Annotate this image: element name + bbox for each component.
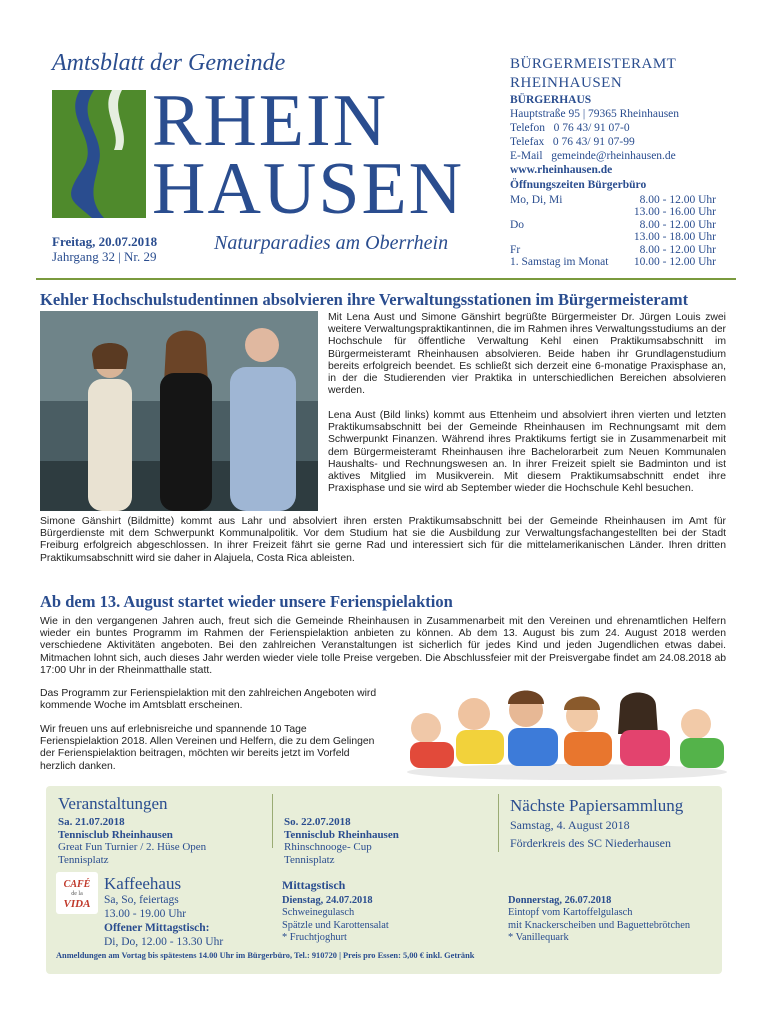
lunch-menu-item bbox=[282, 895, 492, 945]
hours-time: 8.00 - 12.00 Uhr bbox=[639, 218, 716, 231]
article1-paragraph: Simone Gänshirt (Bildmitte) kommt aus Lahr und absolviert ihren ersten Praktikumsabschnitt bei der Gemeinde Rheinhausen im Amt für Bürgerdienste mit dem Schwerpunkt Kommunalpolitik. Vor dem Studium hat sie die Ausbildung zur Verwaltungsfachangestellten bei der Stadt Freiburg erfolgreich abgeschlossen. In ihrer Freizeit fährt sie gerne Rad und interessiert sich für die mittelamerikanischen Länder. Ihren dritten Praktikumsabschnitt wird sie daher in Alajuela, Costa Rica ableisten. bbox=[40, 516, 726, 564]
paper-collection-org: Förderkreis des SC Niederhausen bbox=[510, 836, 671, 850]
lunch-date: Donnerstag, 26.07.2018 bbox=[508, 895, 612, 906]
office-title-line2: RHEINHAUSEN bbox=[510, 75, 623, 91]
hours-day: Fr bbox=[510, 243, 521, 256]
hours-time: 8.00 - 12.00 Uhr bbox=[639, 194, 716, 206]
cafe-logo-icon bbox=[56, 872, 98, 914]
hours-row bbox=[510, 244, 716, 256]
lunch-footnote: Anmeldungen am Vortag bis spätestens 14.00 Uhr im Bürgerbüro, Tel.: 910720 | Preis pro Essen: 5,00 € inkl. Getränk bbox=[56, 951, 475, 960]
event-where: Tennisplatz bbox=[284, 853, 335, 866]
office-address: Hauptstraße 95 | 79365 Rheinhausen bbox=[510, 108, 680, 120]
lunch-line: mit Knackerscheiben und Baguettebrötchen bbox=[508, 919, 691, 931]
event-what: Rhinschnooge- Cup bbox=[284, 841, 372, 854]
office-hours-table bbox=[510, 194, 716, 268]
motto: Naturparadies am Oberrhein bbox=[214, 232, 449, 254]
hours-time: 13.00 - 16.00 Uhr bbox=[633, 206, 716, 219]
lunch-line: Spätzle und Karottensalat bbox=[282, 919, 389, 931]
amtsblatt-label: Amtsblatt der Gemeinde bbox=[52, 50, 286, 76]
lunch-title: Mittagstisch bbox=[282, 878, 346, 892]
issue-volume: Jahrgang 32 | Nr. 29 bbox=[52, 249, 157, 264]
event-what: Great Fun Turnier / 2. Hüse Open bbox=[58, 841, 207, 854]
event-where: Tennisplatz bbox=[58, 853, 109, 866]
office-subtitle: BÜRGERHAUS bbox=[510, 94, 592, 106]
column-divider bbox=[272, 794, 273, 848]
event-date: So. 22.07.2018 bbox=[284, 816, 351, 828]
cafe-logo-top: CAFÉ bbox=[63, 879, 91, 890]
event-item bbox=[284, 816, 494, 866]
event-date: Sa. 21.07.2018 bbox=[58, 816, 125, 828]
article1-paragraph: Mit Lena Aust und Simone Gänshirt begrüßte Bürgermeister Dr. Jürgen Louis zwei weitere Verwaltungspraktikantinnen, die im Rahmen ihres Verwaltungsstudiums an der Hochschule für öffentliche Verwaltung Kehl einen Praktikumsabschnitt im Bürgermeisteramt Rheinhausen absolvieren. Beide haben ihr Grundlagenstudium bereits erfolgreich beendet. Es schließt sich derzeit eine 6-monatige Praxisphase an, in der die Studierenden vier Praktika in unterschiedlichen Bereichen absolvieren werden. bbox=[328, 312, 726, 397]
office-fax: Telefax 0 76 43/ 91 07-99 bbox=[510, 136, 635, 148]
header-divider bbox=[36, 278, 736, 280]
masthead-name-line1: RHEIN bbox=[152, 80, 389, 162]
office-contact bbox=[510, 55, 732, 192]
hours-row bbox=[510, 231, 716, 243]
lunch-line: Eintopf vom Kartoffelgulasch bbox=[508, 907, 633, 919]
article2-title: Ab dem 13. August startet wieder unsere Ferienspielaktion bbox=[40, 592, 453, 611]
office-title-line1: BÜRGERMEISTERAMT bbox=[510, 56, 677, 72]
paper-collection-title: Nächste Papiersammlung bbox=[510, 796, 684, 815]
event-org: Tennisclub Rheinhausen bbox=[58, 828, 173, 841]
event-org: Tennisclub Rheinhausen bbox=[284, 828, 399, 841]
children-photo bbox=[404, 680, 730, 780]
office-hours-title: Öffnungszeiten Bürgerbüro bbox=[510, 179, 647, 191]
article1-paragraph: Lena Aust (Bild links) kommt aus Ettenheim und absolviert ihren vierten und letzten Praktikumsabschnitt bei der Gemeinde Rheinhausen im Rechnungsamt mit dem Schwerpunkt Finanzen. Während ihres Praktikums fertigt sie in Zusammenarbeit mit dem Bürgermeisteramt Rheinhausen ihre Bachelorarbeit zum Neuen Kommunalen Haushalts- und Rechnungswesen an. In ihrer Freizeit spielt sie Badminton und ist aktives Mitglied im Musikverein. Mit diesem Praktikumsabschnitt endet ihre Praxisphase und sie wird ab September wieder die Hochschule Kehl besuchen. bbox=[328, 410, 726, 495]
hours-day: Do bbox=[510, 218, 525, 231]
events-title: Veranstaltungen bbox=[58, 794, 168, 813]
lunch-date: Dienstag, 24.07.2018 bbox=[282, 895, 373, 906]
hours-row bbox=[510, 194, 716, 206]
office-email[interactable]: E-Mail gemeinde@rheinhausen.de bbox=[510, 150, 676, 162]
office-web-link[interactable]: www.rheinhausen.de bbox=[510, 164, 613, 176]
lunch-menu-item bbox=[508, 895, 718, 945]
article2-paragraph: Das Programm zur Ferienspielaktion mit den zahlreichen Angeboten wird kommende Woche im Amtsblatt erscheinen. bbox=[40, 688, 377, 712]
event-item bbox=[58, 816, 268, 866]
lunch-line: Schweinegulasch bbox=[282, 907, 355, 919]
hours-row bbox=[510, 219, 716, 231]
cafe-time: 13.00 - 19.00 Uhr bbox=[104, 908, 187, 920]
issue-date: Freitag, 20.07.2018 bbox=[52, 234, 158, 249]
cafe-lunch-label: Offener Mittagstisch: bbox=[104, 922, 210, 934]
article2-paragraph: Wie in den vergangenen Jahren auch, freut sich die Gemeinde Rheinhausen in Zusammenarbeit mit den Vereinen und ehrenamtlichen Helfern wieder ein buntes Programm im Rahmen der Ferienspielaktion anbieten zu können. Ab dem 13. August bis zum 24. August 2018 werden verschiedene Aktivitäten angeboten. Bei den zahlreichen Veranstaltungen ist sicherlich für jedes Kind und jeden Jugendlichen etwas dabei. Mitmachen lohnt sich, auch dieses Jahr werden wieder viele tolle Preise vergeben. Die Abschlussfeier mit der Preisvergabe findet am 24.08.2018 ab 17:00 Uhr in der Rheinmatthalle statt. bbox=[40, 616, 726, 676]
hours-time: 10.00 - 12.00 Uhr bbox=[633, 256, 716, 269]
article1-title: Kehler Hochschulstudentinnen absolvieren ihre Verwaltungsstationen im Bürgermeisteramt bbox=[40, 290, 689, 309]
cafe-logo-bottom: VIDA bbox=[63, 898, 91, 910]
hours-time: 13.00 - 18.00 Uhr bbox=[633, 231, 716, 244]
masthead-name-line2: HAUSEN bbox=[152, 148, 465, 230]
column-divider bbox=[498, 794, 499, 852]
cafe-days: Sa, So, feiertags bbox=[104, 894, 179, 906]
article2-paragraph: Wir freuen uns auf erlebnisreiche und spannende 10 Tage Ferienspielaktion 2018. Allen Vereinen und Helfern, die zu dem Gelingen der Ferienspielaktion beitragen, möchten wir bereits jetzt im Vorfeld herzlich danken. bbox=[40, 724, 375, 772]
office-phone: Telefon 0 76 43/ 91 07-0 bbox=[510, 122, 630, 134]
lunch-line: * Vanillequark bbox=[508, 932, 569, 944]
hours-time: 8.00 - 12.00 Uhr bbox=[639, 243, 716, 256]
lunch-line: * Fruchtjoghurt bbox=[282, 932, 347, 944]
paper-collection-date: Samstag, 4. August 2018 bbox=[510, 818, 630, 832]
cafe-title: Kaffeehaus bbox=[104, 874, 182, 893]
hours-day: 1. Samstag im Monat bbox=[510, 256, 609, 269]
cafe-lunch-time: Di, Do, 12.00 - 13.30 Uhr bbox=[104, 936, 224, 948]
hours-row bbox=[510, 256, 716, 268]
hours-row bbox=[510, 206, 716, 218]
staff-photo bbox=[40, 311, 318, 511]
hours-day: Mo, Di, Mi bbox=[510, 194, 563, 206]
rhein-logo-icon bbox=[52, 90, 146, 218]
cafe-logo-small: de la bbox=[71, 891, 83, 897]
